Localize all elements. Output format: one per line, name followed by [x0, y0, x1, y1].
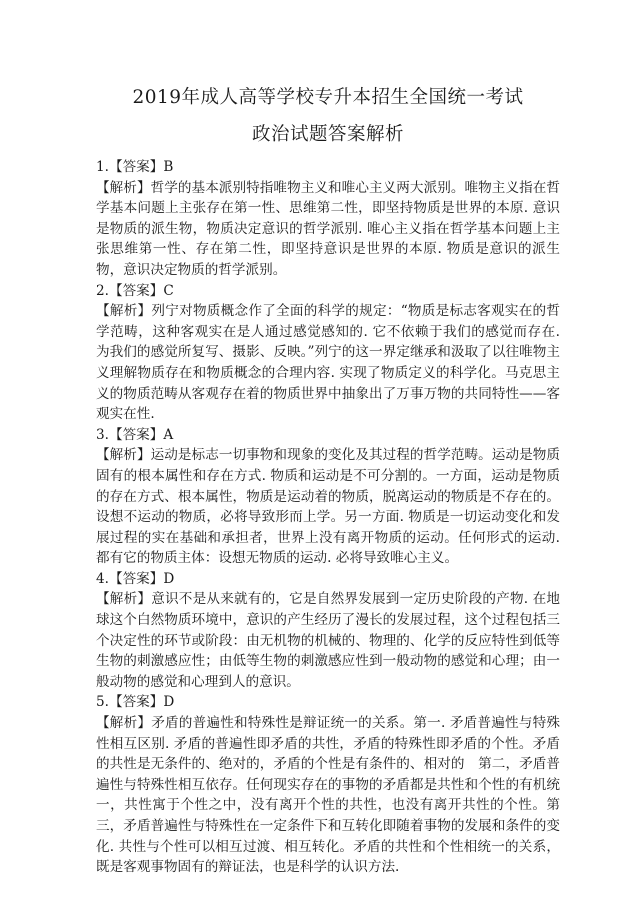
- answer-line: 3.【答案】A: [96, 426, 174, 443]
- question-3: [96, 425, 560, 569]
- answer-line: 2.【答案】C: [96, 282, 174, 299]
- answer-line: 4.【答案】D: [96, 570, 175, 587]
- explanation-paragraph: 【解析】意识不是从来就有的，它是自然界发展到一定历史阶段的产物. 在地球这个白然物质环境中，意识的产生经历了漫长的发展过程，这个过程包括三个决定性的环节或阶段：由无机物的机械的、物理的、化学的反应特性到低等生物的刺激感应性；由低等生物的刺激感应性到一般动物的感觉和心理；由一般动物的感觉和心理到人的意识。: [96, 591, 560, 690]
- document-title: 2019年成人高等学校专升本招生全国统一考试: [132, 87, 524, 108]
- answer-line: 1.【答案】B: [96, 159, 174, 175]
- document-subtitle: 政治试题答案解析: [251, 124, 404, 145]
- explanation-paragraph: 【解析】运动是标志一切事物和现象的变化及其过程的哲学范畴。运动是物质固有的根本属性和存在方式. 物质和运动是不可分割的。一方面，运动是物质的存在方式、根本属性，物质是运动着的物质，脱离运动的物质是不存在的。设想不运动的物质，必将导致形而上学。另一方面. 物质是一切运动变化和发展过程的实在基础和承担者，世界上没有离开物质的运动。任何形式的运动. 都有它的物质主体：设想无物质的运动. 必将导致唯心主义。: [96, 447, 560, 567]
- answer-line: 5.【答案】D: [96, 694, 175, 711]
- explanation-paragraph: 【解析】列宁对物质概念作了全面的科学的规定：“物质是标志客观实在的哲学范畴，这种客观实在是人通过感觉感知的. 它不依赖于我们的感觉而存在. 为我们的感觉所复写、摄影、反映。”列宁的这一界定继承和汲取了以往唯物主义理解物质存在和物质概念的合理内容. 实现了物质定义的科学化。马克思主义的物质范畴从客观存在着的物质世界中抽象出了万事万物的共同特性——客观实在性.: [96, 303, 560, 423]
- explanation-paragraph: 【解析】矛盾的普遍性和特殊性是辩证统一的关系。第一. 矛盾普遍性与特殊性相互区别. 矛盾的普遍性即矛盾的共性，矛盾的特殊性即矛盾的个性。矛盾的共性是无条件的、绝对的，矛盾的个性是有条件的、相对的 第二，矛盾普遍性与特殊性相互依存。任何现实存在的事物的矛盾都是共性和个性的有机统一，共性寓于个性之中，没有离开个性的共性，也没有离开共性的个性。第三，矛盾普遍性与特殊性在一定条件下和互转化即随着事物的发展和条件的变化. 共性与个性可以相互过渡、相互转化。矛盾的共性和个性相统一的关系，既是客观事物固有的辩证法，也是科学的认识方法.: [96, 715, 560, 876]
- question-4: [96, 569, 560, 693]
- answer-list: [96, 157, 560, 878]
- question-5: [96, 692, 560, 877]
- question-1: [96, 157, 560, 281]
- explanation-paragraph: 【解析】哲学的基本派别特指唯物主义和唯心主义两大派别。唯物主义指在哲学基本问题上主张存在第一性、思维第二性，即坚持物质是世界的本原. 意识是物质的派生物，物质决定意识的哲学派别. 唯心主义指在哲学基本问题上主张思维第一性、存在第二性，即坚持意识是世界的本原. 物质是意识的派生物，意识决定物质的哲学派别。: [96, 179, 560, 278]
- question-2: [96, 281, 560, 425]
